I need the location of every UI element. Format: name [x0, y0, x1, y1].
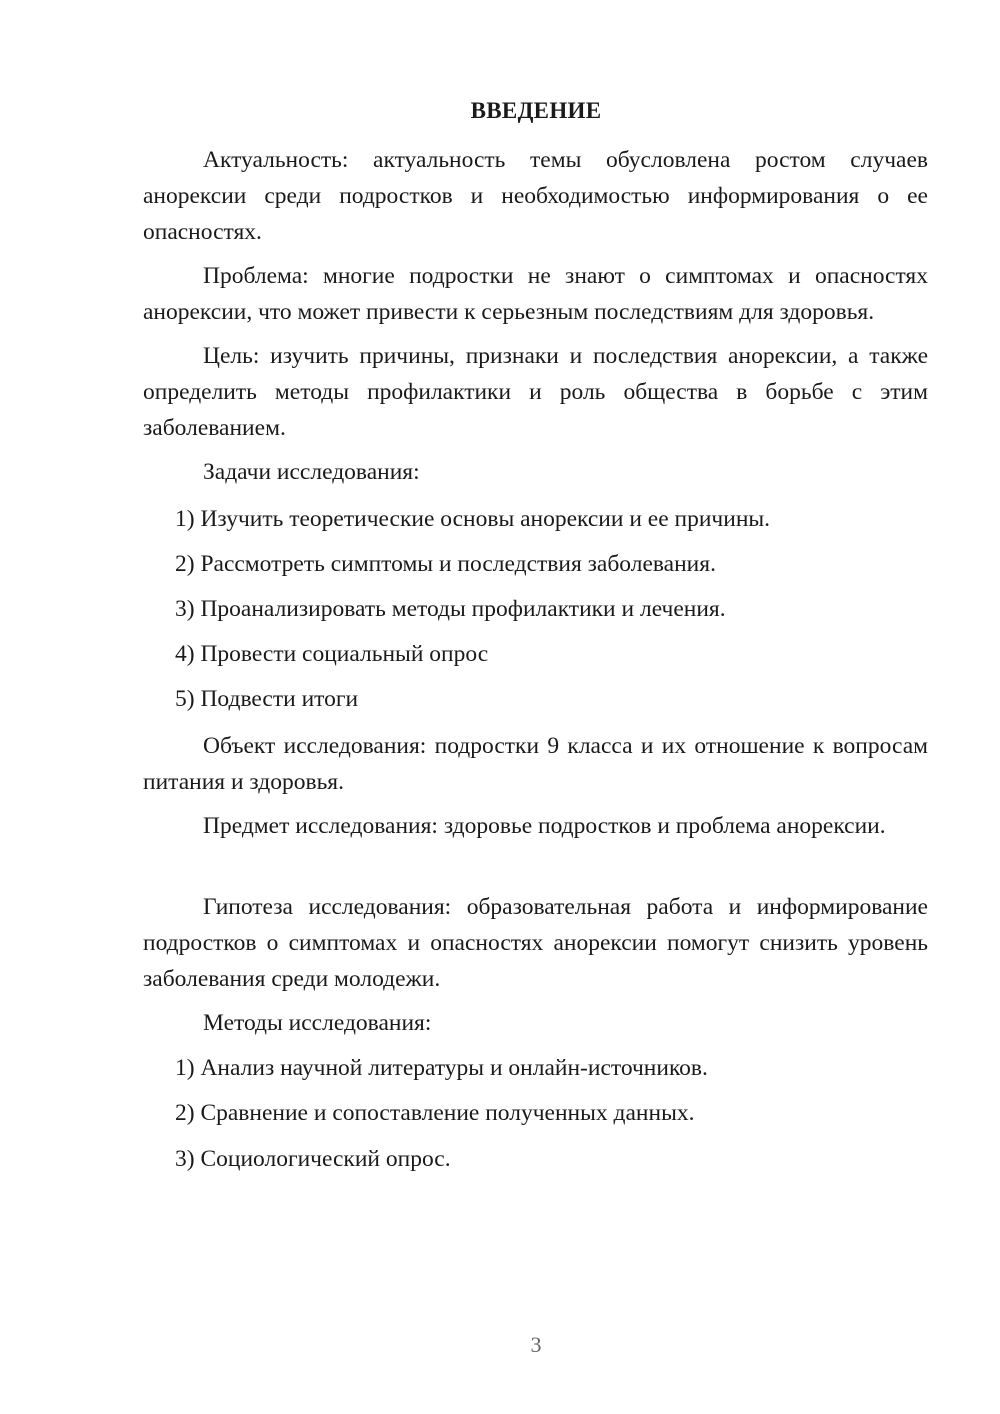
task-item-5: 5) Подвести итоги: [175, 686, 359, 712]
task-item-4: 4) Провести социальный опрос: [175, 641, 489, 667]
page-title: ВВЕДЕНИЕ: [470, 98, 602, 123]
task-item-3: 3) Проанализировать методы профилактики и лечения.: [175, 596, 726, 622]
task-item-2: 2) Рассмотреть симптомы и последствия заболевания.: [175, 551, 716, 577]
subject-paragraph: Предмет исследования: здоровье подростков и проблема анорексии.: [203, 813, 886, 839]
page-number: 3: [530, 1332, 542, 1357]
method-item-3: 3) Социологический опрос.: [175, 1146, 451, 1172]
method-item-1: 1) Анализ научной литературы и онлайн-источников.: [175, 1055, 708, 1081]
problem-paragraph: Проблема: многие подростки не знают о симптомах и опасностях анорексии, что может привести к серьезным последствиям для здоровья.: [143, 263, 928, 325]
tasks-heading: Задачи исследования:: [203, 459, 420, 485]
method-item-2: 2) Сравнение и сопоставление полученных данных.: [175, 1100, 695, 1126]
object-paragraph: Объект исследования: подростки 9 класса и их отношение к вопросам питания и здоровья.: [143, 733, 928, 795]
relevance-paragraph: Актуальность: актуальность темы обусловлена ростом случаев анорексии среди подростков и необходимостью информирования о ее опасностях.: [143, 147, 928, 245]
hypothesis-paragraph: Гипотеза исследования: образовательная работа и информирование подростков о симптомах и опасностях анорексии помогут снизить уровень заболевания среди молодежи.: [143, 894, 928, 992]
methods-heading: Методы исследования:: [203, 1010, 432, 1036]
task-item-1: 1) Изучить теоретические основы анорексии и ее причины.: [175, 506, 771, 532]
goal-paragraph: Цель: изучить причины, признаки и последствия анорексии, а также определить методы профилактики и роль общества в борьбе с этим заболеванием.: [143, 343, 928, 441]
